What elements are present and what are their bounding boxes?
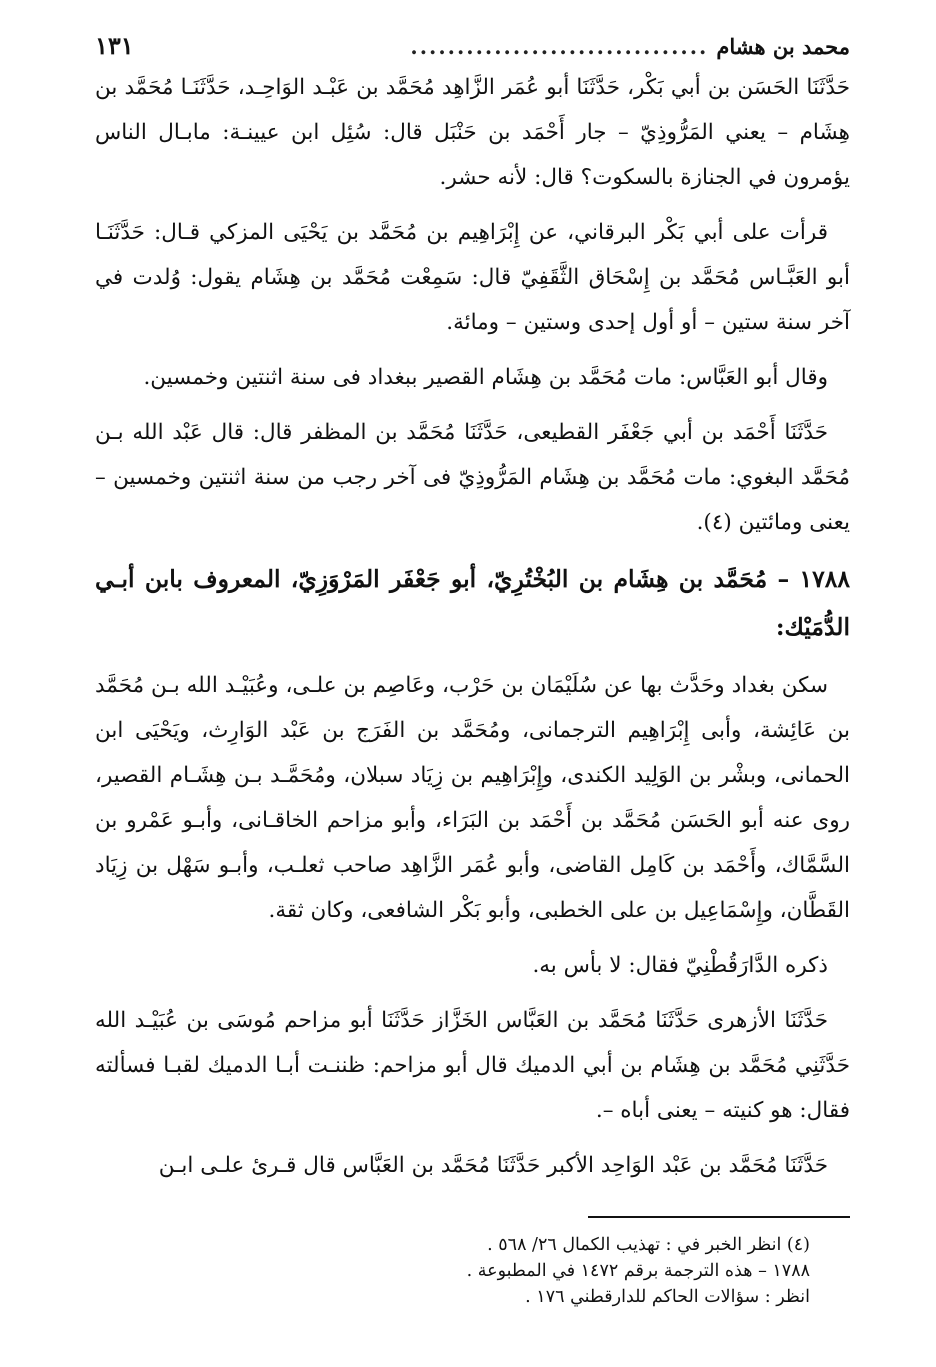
footnote: ١٧٨٨ – هذه الترجمة برقم ١٤٧٢ في المطبوعة .	[466, 1261, 810, 1281]
entry-heading: ١٧٨٨ – مُحَمَّد بن هِشَام بن البُخْتُرِيّ، أبو جَعْفَر المَرْوَزِيّ، المعروف بابن أبـي الدُّمَيْك:	[95, 565, 850, 641]
paragraph: حَدَّثَنَا الحَسَن بن أبي بَكْر، حَدَّثَنَا أبو عُمَر الزَّاهِد مُحَمَّد بن عَبْـد الوَاحِـد، حَدَّثَنَـا مُحَمَّد بن هِشَام – يعني المَرُّوذِيّ – جار أَحْمَد بن حَنْبَل قال: سُئِل ابن عيينـة: مابـال الناس يؤمرون في الجنازة بالسكوت؟ قال: لأنه حشر.	[95, 75, 850, 190]
footnote-divider	[588, 1216, 850, 1218]
paragraph: قرأت على أبي بَكْر البرقاني، عن إِبْرَاهِيم بن مُحَمَّد بن يَحْيَى المزكي قـال: حَدَّثَنَـا أبو العَبَّـاس مُحَمَّد بن إِسْحَاق الثَّقَفِيّ قال: سَمِعْت مُحَمَّد بن هِشَام يقول: وُلدت في آخر سنة ستين – أو أول إحدى وستين – ومائة.	[95, 220, 850, 335]
footnote: (٤) انظر الخبر في : تهذيب الكمال ٢٦/ ٥٦٨ .	[487, 1235, 810, 1255]
page-header	[95, 28, 850, 65]
book-page	[95, 28, 850, 1310]
paragraph: وقال أبو العَبَّاس: مات مُحَمَّد بن هِشَام القصير ببغداد فى سنة اثنتين وخمسين.	[143, 365, 828, 390]
entry-paragraph: سكن بغداد وحَدَّث بها عن سُلَيْمَان بن حَرْب، وعَاصِم بن علـى، وعُبَيْـد الله بـن مُحَمَّد بن عَائِشة، وأبى إِبْرَاهِيم الترجمانى، ومُحَمَّد بن الفَرَج بن عَبْد الوَارِث، ويَحْيَى ابن الحمانى، وبشْر بن الوَلِيد الكندى، وإِبْرَاهِيم بن زِيَاد سبلان، ومُحَمَّـد بـن هِشَـام القصير، روى عنه أبو الحَسَن مُحَمَّد بن أَحْمَد بن البَرَاء، وأبو مزاحم الخاقـانى، وأبـو عَمْرو بن السَّمَّاك، وأَحْمَد بن كَامِل القاضى، وأبو عُمَر الزَّاهِد صاحب ثعلـب، وأبـو سَهْل بن زِيَاد القَطَّان، وإِسْمَاعِيل بن على الخطبى، وأبو بَكْر الشافعى، وكان ثقة.	[95, 673, 850, 923]
footnote: انظر : سؤالات الحاكم للدارقطني ١٧٦ .	[525, 1287, 810, 1307]
paragraph: حَدَّثَنَا أَحْمَد بن أبي جَعْفَر القطيعى، حَدَّثَنَا مُحَمَّد بن المظفر قال: قال عَبْد الله بـن مُحَمَّد البغوي: مات مُحَمَّد بن هِشَام المَرُّوذِيّ فى آخر رجب من سنة اثنتين وخمسين – يعنى ومائتين (٤).	[95, 420, 850, 535]
entry-paragraph: حَدَّثَنَا الأزهرى حَدَّثَنَا مُحَمَّد بن العَبَّاس الخَزَّاز حَدَّثَنَا أبو مزاحم مُوسَى بن عُبَيْـد الله حَدَّثَنِي مُحَمَّد بن هِشَام بن أبي الدميك قال أبو مزاحم: ظننـت أبـا الدميك لقبـا فسألته فقال: هو كنيته – يعنى أباه –.	[95, 1008, 850, 1123]
entry-paragraph: ذكره الدَّارَقُطْنِيّ فقال: لا بأس به.	[532, 953, 828, 978]
page-number: ١٣١	[95, 31, 134, 60]
footnotes	[95, 1232, 850, 1310]
running-title: محمد بن هشام	[716, 34, 850, 59]
header-leader-dots: ................................	[410, 34, 709, 59]
entry-paragraph: حَدَّثَنَا مُحَمَّد بن عَبْد الوَاحِد الأكبر حَدَّثَنَا مُحَمَّد بن العَبَّاس قال قـرئ علـى ابـن	[158, 1153, 828, 1178]
